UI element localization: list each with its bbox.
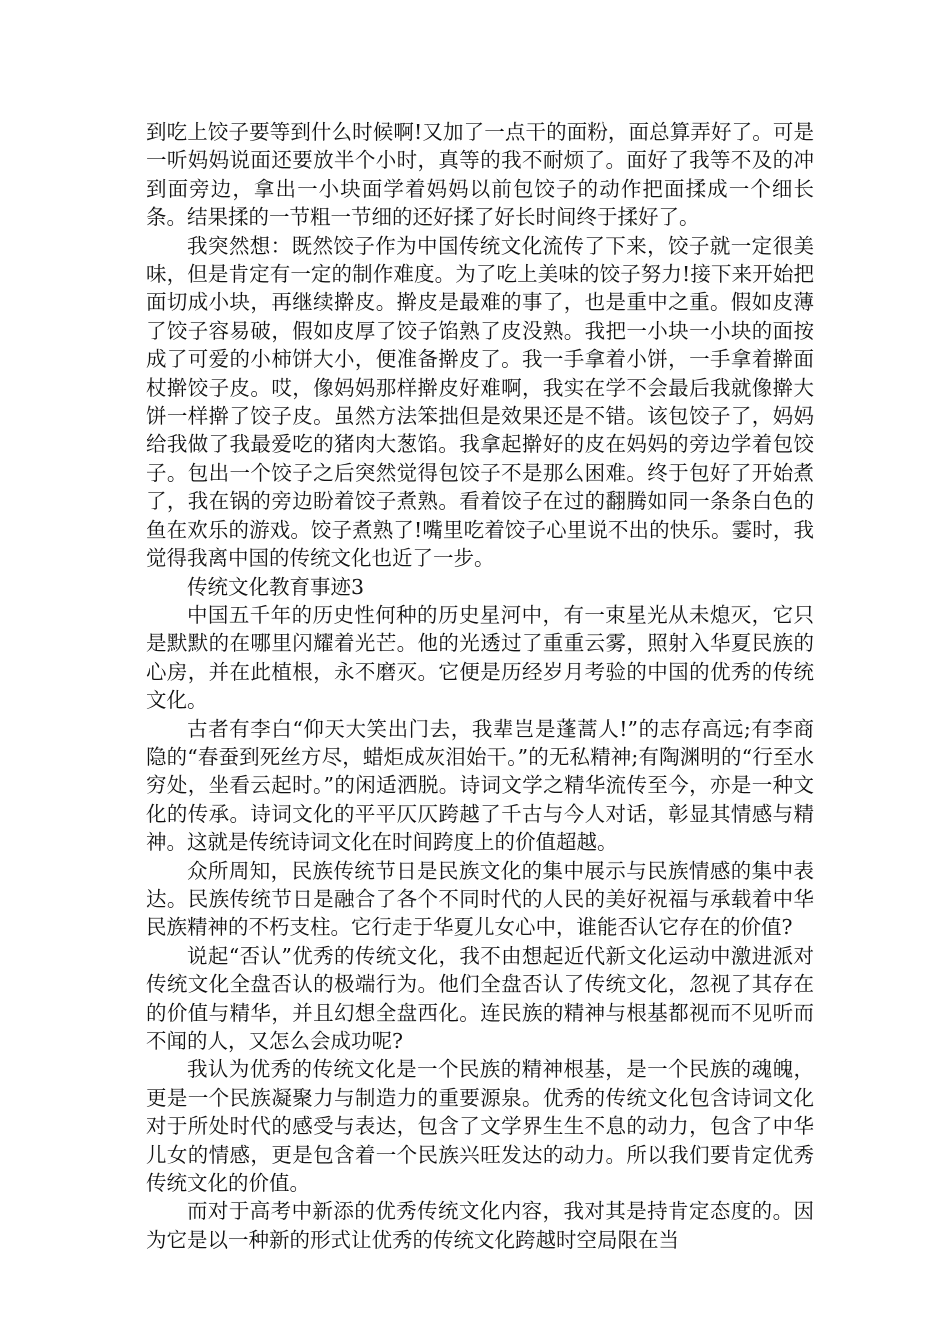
paragraph-3: 中国五千年的历史性何种的历史星河中，有一束星光从未熄灭，它只是默默的在哪里闪耀着光芒。他的光透过了重重云雾，照射入华夏民族的心房，并在此植根，永不磨灭。它便是历经岁月考验的中国的优秀的传统文化。 [146,602,814,713]
paragraph-2: 我突然想：既然饺子作为中国传统文化流传了下来，饺子就一定很美味，但是肯定有一定的制作难度。为了吃上美味的饺子努力!接下来开始把面切成小块，再继续擀皮。擀皮是最难的事了，也是重中之重。假如皮薄了饺子容易破，假如皮厚了饺子馅熟了皮没熟。我把一小块一小块的面按成了可爱的小柿饼大小，便准备擀皮了。我一手拿着小饼，一手拿着擀面杖擀饺子皮。哎，像妈妈那样擀皮好难啊，我实在学不会最后我就像擀大饼一样擀了饺子皮。虽然方法笨拙但是效果还是不错。该包饺子了，妈妈给我做了我最爱吃的猪肉大葱馅。我拿起擀好的皮在妈妈的旁边学着包饺子。包出一个饺子之后突然觉得包饺子不是那么困难。终于包好了开始煮了，我在锅的旁边盼着饺子煮熟。看着饺子在过的翻腾如同一条条白色的鱼在欢乐的游戏。饺子煮熟了!嘴里吃着饺子心里说不出的快乐。霎时，我觉得我离中国的传统文化也近了一步。 [146,233,814,571]
paragraph-8: 而对于高考中新添的优秀传统文化内容，我对其是持肯定态度的。因为它是以一种新的形式让优秀的传统文化跨越时空局限在当 [146,1199,814,1252]
paragraph-4: 古者有李白“仰天大笑出门去，我辈岂是蓬蒿人!”的志存高远;有李商隐的“春蚕到死丝方尽，蜡炬成灰泪始干。”的无私精神;有陶渊明的“行至水穷处，坐看云起时。”的闲适洒脱。诗词文学之精华流传至今，亦是一种文化的传承。诗词文化的平平仄仄跨越了千古与今人对话，彰显其情感与精神。这就是传统诗词文化在时间跨度上的价值超越。 [146,716,814,855]
paragraph-5: 众所周知，民族传统节日是民族文化的集中展示与民族情感的集中表达。民族传统节日是融合了各个不同时代的人民的美好祝福与承载着中华民族精神的不朽支柱。它行走于华夏儿女心中，谁能否认它存在的价值? [146,858,814,940]
paragraph-6: 说起“否认”优秀的传统文化，我不由想起近代新文化运动中激进派对传统文化全盘否认的极端行为。他们全盘否认了传统文化，忽视了其存在的价值与精华，并且幻想全盘西化。连民族的精神与根基都视而不见听而不闻的人，又怎么会成功呢? [146,943,814,1053]
paragraph-1: 到吃上饺子要等到什么时候啊!又加了一点干的面粉，面总算弄好了。可是一听妈妈说面还要放半个小时，真等的我不耐烦了。面好了我等不及的冲到面旁边，拿出一小块面学着妈妈以前包饺子的动作把面揉成一个细长条。结果揉的一节粗一节细的还好揉了好长时间终于揉好了。 [146,120,814,230]
document-body [146,118,814,1254]
paragraph-7: 我认为优秀的传统文化是一个民族的精神根基，是一个民族的魂魄，更是一个民族凝聚力与制造力的重要源泉。优秀的传统文化包含诗词文化对于所处时代的感受与表达，包含了文学界生生不息的动力，包含了中华儿女的情感，更是包含着一个民族兴旺发达的动力。所以我们要肯定优秀传统文化的价值。 [146,1057,814,1196]
section-heading: 传统文化教育事迹3 [187,574,365,599]
